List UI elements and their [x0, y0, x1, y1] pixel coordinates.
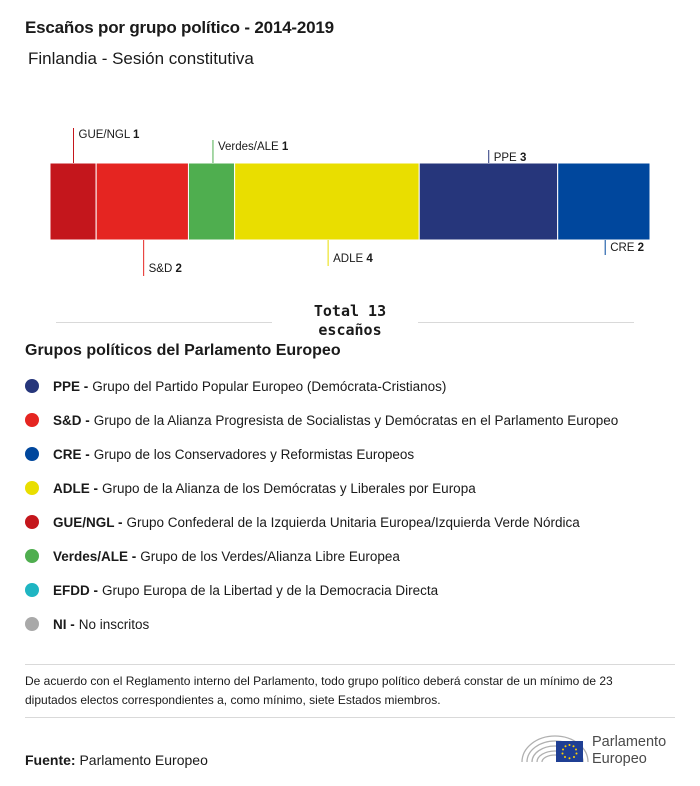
- legend-item: [25, 403, 618, 437]
- chart-subtitle: Finlandia - Sesión constitutiva: [28, 49, 254, 68]
- bar-segment-adle: [235, 163, 420, 240]
- note-divider-bottom: [25, 717, 675, 718]
- legend-text: Grupo de los Conservadores y Reformistas Europeos: [93, 446, 415, 462]
- bar-segment-s-d: [96, 163, 188, 240]
- segment-label: ADLE 4: [333, 253, 373, 265]
- legend-text: Grupo del Partido Popular Europeo (Demócrata-Cristianos): [92, 378, 447, 394]
- legend-item: [25, 505, 618, 539]
- total-divider-left: [56, 322, 272, 323]
- segment-label: PPE 3: [493, 152, 527, 164]
- legend-abbr: GUE/NGL -: [53, 514, 123, 530]
- logo-line-1: Parlamento: [592, 734, 667, 750]
- legend-item: [25, 369, 618, 403]
- segment-label: CRE 2: [610, 242, 645, 254]
- logo-line-2: Europeo: [592, 751, 647, 767]
- segment-label: Verdes/ALE 1: [217, 141, 289, 153]
- legend-text: Grupo de la Alianza Progresista de Socialistas y Demócratas en el Parlamento Europeo: [93, 412, 619, 428]
- legend-abbr: Verdes/ALE -: [53, 548, 137, 564]
- total-seats-count: Total 13: [313, 302, 387, 320]
- legend-text: Grupo Confederal de la Izquierda Unitaria Europea/Izquierda Verde Nórdica: [126, 514, 580, 530]
- legend-color-dot: [25, 413, 39, 427]
- bar-segment-verdes-ale: [188, 163, 234, 240]
- legend-abbr: ADLE -: [53, 480, 98, 496]
- total-seats: [285, 302, 415, 340]
- bar-segment-gue-ngl: [50, 163, 96, 240]
- legend-text: Grupo de la Alianza de los Demócratas y Liberales por Europa: [102, 480, 476, 496]
- chart-title: Escaños por grupo político - 2014-2019: [25, 18, 334, 37]
- legend-abbr: CRE -: [53, 446, 90, 462]
- legend-abbr: NI -: [53, 616, 75, 632]
- legend-abbr: EFDD -: [53, 582, 98, 598]
- legend-color-dot: [25, 617, 39, 631]
- footnote: De acuerdo con el Reglamento interno del Parlamento, todo grupo político deberá constar de un mínimo de 23 diputados electos correspondientes a, como mínimo, siete Estados miembros.: [25, 674, 613, 707]
- bar-segment-ppe: [419, 163, 557, 240]
- note-divider-top: [25, 664, 675, 665]
- source-text: Parlamento Europeo: [79, 752, 208, 768]
- segment-label: GUE/NGL 1: [78, 129, 140, 141]
- segment-label: S&D 2: [148, 263, 182, 275]
- legend-item: [25, 573, 618, 607]
- legend-color-dot: [25, 549, 39, 563]
- bar-segment-cre: [558, 163, 650, 240]
- legend-color-dot: [25, 583, 39, 597]
- logo-wordmark: [592, 734, 666, 768]
- legend-abbr: S&D -: [53, 412, 90, 428]
- legend-text: No inscritos: [78, 616, 150, 632]
- legend-item: [25, 437, 618, 471]
- legend-text: Grupo de los Verdes/Alianza Libre Europea: [140, 548, 400, 564]
- total-divider-right: [418, 322, 634, 323]
- legend-text: Grupo Europa de la Libertad y de la Democracia Directa: [102, 582, 439, 598]
- legend-color-dot: [25, 481, 39, 495]
- legend-color-dot: [25, 379, 39, 393]
- legend-item: [25, 607, 618, 641]
- source-line: [25, 752, 208, 768]
- source-label: Fuente:: [25, 752, 76, 768]
- stacked-bar-chart: [0, 120, 700, 290]
- legend-color-dot: [25, 515, 39, 529]
- legend-title: Grupos políticos del Parlamento Europeo: [25, 342, 341, 359]
- legend-list: [25, 369, 618, 641]
- total-seats-unit: escaños: [318, 321, 382, 339]
- legend-item: [25, 471, 618, 505]
- legend-color-dot: [25, 447, 39, 461]
- legend-abbr: PPE -: [53, 378, 89, 394]
- legend-item: [25, 539, 618, 573]
